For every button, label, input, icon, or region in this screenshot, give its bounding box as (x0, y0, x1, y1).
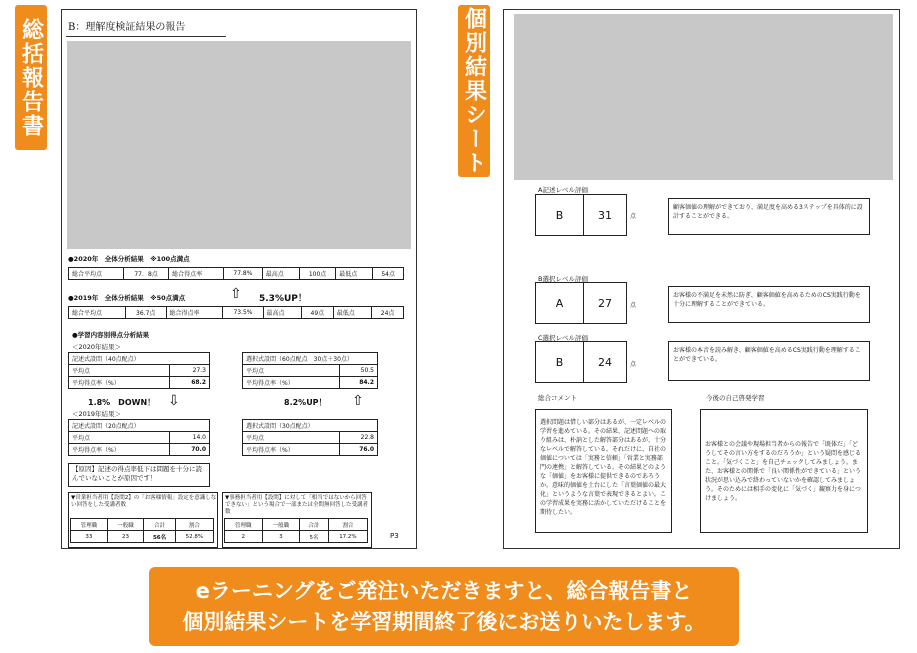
title-underline (66, 36, 226, 37)
cell: 23 (107, 531, 144, 543)
table-2020-descriptive (68, 352, 210, 389)
up-rate-2: 8.2%UP！ (284, 398, 327, 407)
level-c-score: 24 (583, 341, 627, 383)
up-arrow-icon: ⇧ (352, 393, 364, 409)
level-b-unit: 点 (630, 302, 637, 309)
banner-line-1: eラーニングをご発注いただきますと、総合報告書と (195, 579, 693, 604)
level-c-grade: B (535, 341, 584, 383)
table-title: 選択式設問（60点配点 30点＋30点） (243, 353, 378, 365)
header-cell: 割合 (328, 519, 367, 531)
cell: 36.7点 (125, 307, 166, 319)
cell: 総合平均点 (69, 307, 126, 319)
table-title: 記述式設問（20点配点） (69, 420, 210, 432)
header-cell: 割合 (175, 519, 213, 531)
report-image-placeholder (67, 41, 411, 249)
result-2020-label: ＜2020年結果＞ (72, 343, 122, 351)
cell: 平均点 (243, 432, 340, 444)
level-c-label: C選択レベル評価 (538, 334, 589, 342)
comment-label: 総合コメント (538, 394, 577, 402)
q1-table (70, 518, 214, 543)
cell: 平均得点率（%） (69, 377, 170, 389)
cell: 76.0 (339, 444, 378, 456)
cell: 33 (71, 531, 108, 543)
level-b-label: B選択レベル評価 (538, 275, 588, 283)
cell: 最低点 (333, 307, 371, 319)
level-c-desc: お客様の本音を読み解き、顧客価値を高めるCS実践行動を理解することができている。 (668, 341, 870, 381)
cell: 49点 (301, 307, 333, 319)
header-cell: 一般職 (262, 519, 300, 531)
table-2019-overall (68, 306, 404, 319)
cell: 5名 (300, 531, 329, 543)
cell: 56名 (144, 531, 175, 543)
header-cell: 一般職 (107, 519, 144, 531)
q2-title: ▼事務担当者用【設問】に対して「相当ではないから回答できない」という場合で一部または全問無回答した受講者数 (225, 495, 369, 516)
individual-result-page (503, 9, 900, 549)
result-2019-label: ＜2019年結果＞ (72, 410, 122, 418)
cell: 平均得点率（%） (69, 444, 170, 456)
banner-line-2: 個別結果シートを学習期間終了後にお送りいたします。 (182, 609, 706, 634)
cell: 平均点 (69, 365, 170, 377)
q2-table (224, 518, 368, 543)
level-a-desc: 顧客価値の理解ができており、満足度を高める3ステップを具体的に設計することができる。 (668, 198, 870, 235)
sheet-image-placeholder (514, 14, 893, 180)
down-arrow-icon: ⇩ (168, 393, 180, 409)
heading-2019: ●2019年 全体分析結果 ※50点満点 (68, 294, 186, 302)
cell: 最高点 (263, 307, 301, 319)
cell: 24点 (372, 307, 404, 319)
table-2019-descriptive (68, 419, 210, 456)
header-cell: 合計 (144, 519, 175, 531)
cell: 平均点 (243, 365, 340, 377)
cell: 27.3 (169, 365, 209, 377)
learning-box: お客様との会議や現場担当者からの報告で「既体だ」「どうしてその言い方をするのだろうか」という疑問を感じること。「気づくこと」を自己チェックしてみましょう。また、お客様との関係で「良い関係性ができている」という状況が思い込みで終わっていないかを確認してみましょう。そのためには相手の変化に「気づく」観察力を身につけましょう。 (700, 409, 868, 533)
table-2020-overall (68, 267, 404, 280)
cell: 2 (225, 531, 263, 543)
cell: 平均得点率（%） (243, 377, 340, 389)
header-cell: 管理職 (225, 519, 263, 531)
cell: 70.0 (169, 444, 209, 456)
cell: 77.8% (224, 268, 263, 280)
cell: 68.2 (169, 377, 209, 389)
cell: 総合平均点 (69, 268, 124, 280)
level-b-desc: お客様の不満足を未然に防ぎ、顧客価値を高めるためのCS実践行動を十分に理解することができている。 (668, 286, 870, 323)
level-b-score: 27 (583, 282, 627, 324)
level-c-unit: 点 (630, 361, 637, 368)
level-a-score: 31 (583, 194, 627, 236)
header-cell: 管理職 (71, 519, 108, 531)
cause-note: 【原因】記述の得点率低下は問題を十分に読んでいないことが原因です！ (68, 463, 210, 487)
cell: 14.0 (169, 432, 209, 444)
summary-report-tab: 総括報告書 (15, 5, 47, 150)
cell: 100点 (299, 268, 335, 280)
cell: 22.8 (339, 432, 378, 444)
up-rate: 5.3%UP！ (259, 294, 307, 304)
cell: 平均点 (69, 432, 170, 444)
cell: 17.2% (328, 531, 367, 543)
heading-2020: ●2020年 全体分析結果 ※100点満点 (68, 255, 190, 263)
up-arrow-icon: ⇧ (230, 286, 242, 302)
cell: 84.2 (339, 377, 378, 389)
level-a-grade: B (535, 194, 584, 236)
cell: 総合得点率 (169, 268, 224, 280)
table-title: 記述式設問（40点配点） (69, 353, 210, 365)
cell: 最低点 (336, 268, 373, 280)
cell: 77．8点 (123, 268, 168, 280)
cell: 3 (262, 531, 300, 543)
individual-result-sheet-tab: 個別結果シート (458, 5, 490, 177)
page-number: P3 (390, 532, 399, 540)
cell: 54点 (373, 268, 404, 280)
header-cell: 合計 (300, 519, 329, 531)
report-title: B：理解度検証結果の報告 (68, 22, 186, 33)
level-a-unit: 点 (630, 213, 637, 220)
summary-report-page (61, 9, 417, 549)
comment-box: 選択問題は惜しい部分はあるが、一定レベルの学習を進めている。その結果、記述問題への取り組みは、朴訥とした解答部分はあるが、十分なレベルで解答している。それだけに、自社の価値については「実務と信頼」「営業と実務部門の連携」と解答している。その結果どのような「価値」をお客様に提供できるのであろうか。意味的価値を土台にした「言葉価値の最大化」というような言葉で表現できるとよい。この学習成果を実務に活かしていただけることを期待したい。 (535, 409, 672, 533)
level-b-grade: A (535, 282, 584, 324)
cell: 52.8% (175, 531, 213, 543)
learning-label: 今後の自己啓発学習 (706, 394, 765, 402)
item-analysis-heading: ●学習内容別得点分析結果 (72, 331, 150, 339)
table-2019-selective (242, 419, 378, 456)
table-title: 選択式設問（30点配点） (243, 420, 378, 432)
level-a-label: A記述レベル評価 (538, 186, 588, 194)
cell: 73.5% (223, 307, 263, 319)
table-2020-selective (242, 352, 378, 389)
cell: 平均得点率（%） (243, 444, 340, 456)
cell: 最高点 (262, 268, 299, 280)
q1-title: ▼営業担当者用【設問2】の「お客様情報」設定を意識しない回答をした受講者数 (71, 495, 217, 509)
cell: 総合得点率 (166, 307, 223, 319)
down-rate: 1.8% DOWN！ (88, 398, 156, 407)
info-banner (149, 567, 739, 646)
cell: 50.5 (339, 365, 378, 377)
